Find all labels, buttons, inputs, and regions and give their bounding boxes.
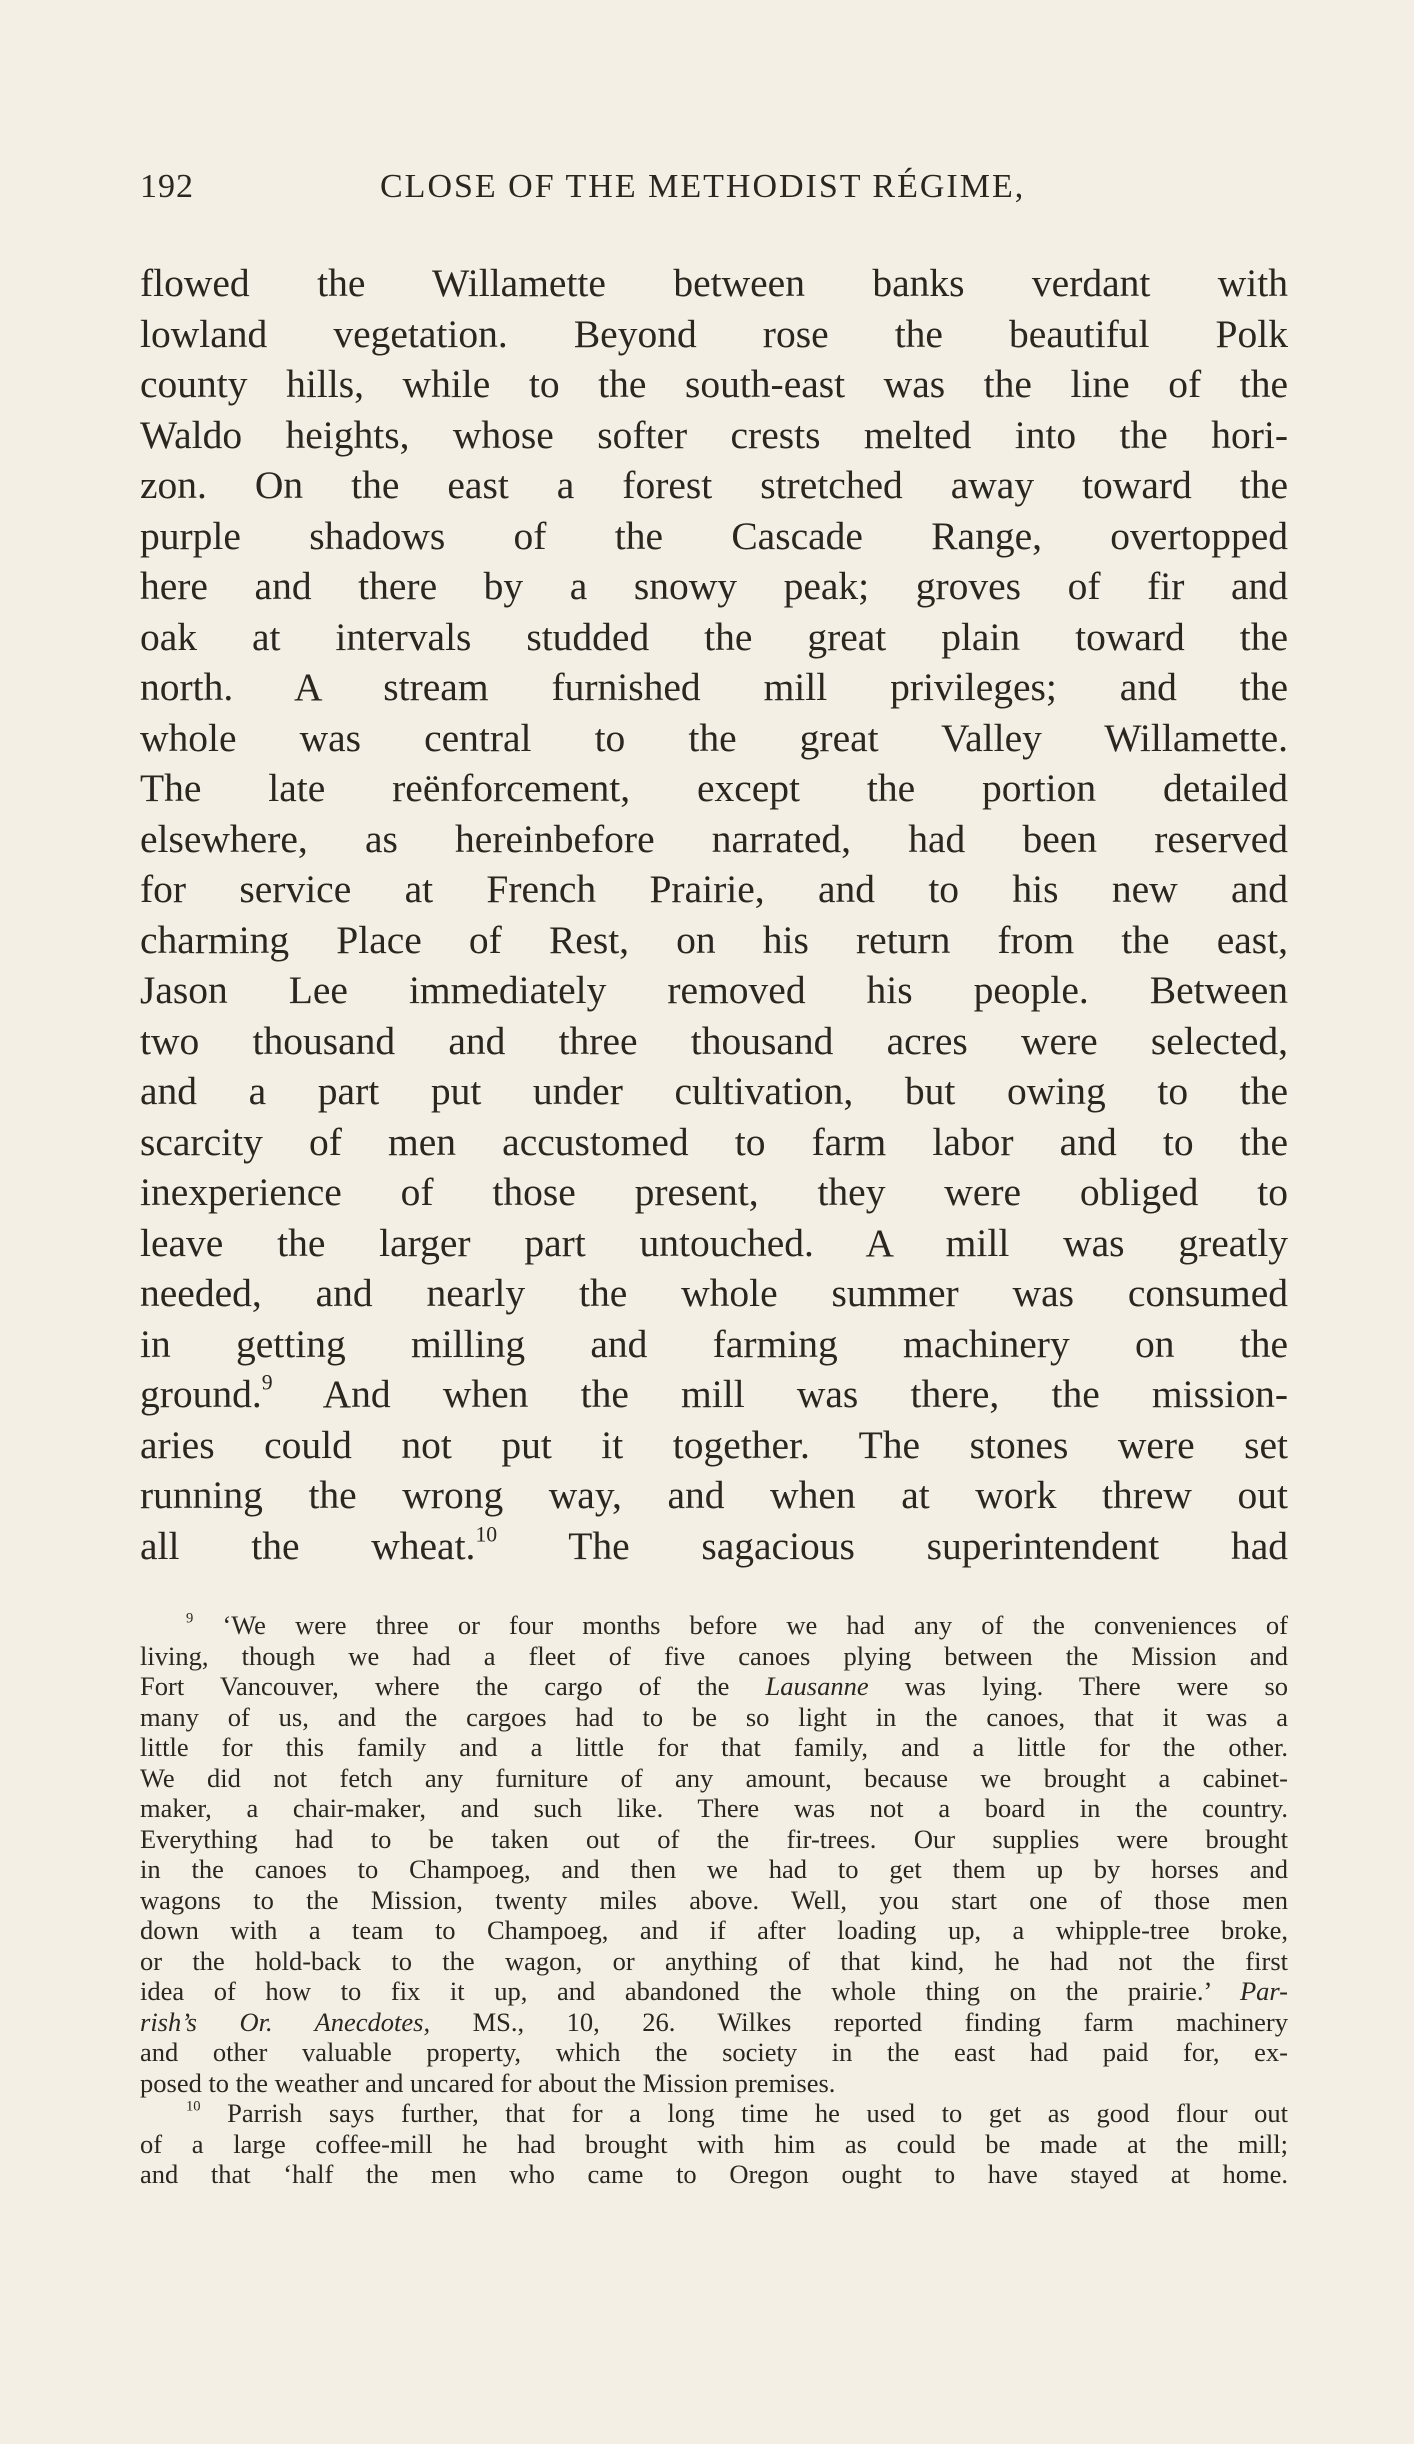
text-line: aries could not put it together. The stones were set — [140, 1422, 1288, 1467]
text-line: whole was central to the great Valley Willamette. — [140, 715, 1288, 760]
text-fragment: ‘We were three or four months before we had any of the conveniences of — [222, 1610, 1288, 1640]
text-line: flowed the Willamette between banks verdant with — [140, 261, 1288, 305]
text-fragment: The sagacious superintendent had — [497, 1523, 1288, 1568]
ship-name: Lausanne — [765, 1671, 869, 1701]
footnotes — [140, 1610, 1288, 2190]
text-line: charming Place of Rest, on his return from the east, — [140, 917, 1288, 962]
text-line: here and there by a snowy peak; groves of fir and — [140, 564, 1288, 608]
text-line — [140, 1521, 1288, 1572]
footnote-9-line: down with a team to Champoeg, and if after loading up, a whipple-tree broke, — [140, 1915, 1288, 1945]
text-line: running the wrong way, and when at work threw out — [140, 1473, 1288, 1517]
page-number: 192 — [140, 168, 194, 205]
text-line: zon. On the east a forest stretched away toward the — [140, 463, 1288, 507]
text-line: Waldo heights, whose softer crests melted into the hori- — [140, 412, 1288, 457]
footnote-9-line: in the canoes to Champoeg, and then we had to get them up by horses and — [140, 1854, 1288, 1884]
text-line: and a part put under cultivation, but owing to the — [140, 1069, 1288, 1113]
footnote-ref-10[interactable]: 10 — [475, 1522, 498, 1547]
text-line: north. A stream furnished mill privileges; and the — [140, 665, 1288, 709]
footnote-9-line: little for this family and a little for that family, and a little for the other. — [140, 1732, 1288, 1762]
footnote-10-line — [140, 2098, 1288, 2129]
footnote-9-line — [140, 1610, 1288, 1641]
text-line: for service at French Prairie, and to his new and — [140, 867, 1288, 911]
text-line: leave the larger part untouched. A mill was greatly — [140, 1220, 1288, 1265]
text-line: The late reënforcement, except the portion detailed — [140, 766, 1288, 810]
text-fragment: was lying. There were so — [904, 1671, 1289, 1701]
text-line: needed, and nearly the whole summer was consumed — [140, 1271, 1288, 1315]
text-line: lowland vegetation. Beyond rose the beautiful Polk — [140, 311, 1288, 356]
footnote-10-line: and that ‘half the men who came to Oregon ought to have stayed at home. — [140, 2159, 1288, 2189]
footnote-9-line — [140, 1976, 1288, 2007]
text-fragment: Parrish says further, that for a long time he used to get as good flour out — [227, 2098, 1288, 2128]
footnote-9-line: and other valuable property, which the society in the east had paid for, ex- — [140, 2037, 1288, 2067]
footnote-9-mark: 9 — [186, 1610, 194, 1627]
footnote-9-line: maker, a chair-maker, and such like. There was not a board in the country. — [140, 1793, 1288, 1823]
text-line: scarcity of men accustomed to farm labor and to the — [140, 1119, 1288, 1164]
text-line: county hills, while to the south-east was the line of the — [140, 362, 1288, 406]
footnote-9-line — [140, 1671, 1288, 1702]
text-line: oak at intervals studded the great plain toward the — [140, 614, 1288, 659]
text-fragment: all the wheat. — [140, 1523, 476, 1568]
footnote-9-line: Everything had to be taken out of the fir-trees. Our supplies were brought — [140, 1823, 1288, 1854]
text-fragment: MS., 10, 26. Wilkes reported finding farm machinery — [472, 2006, 1288, 2037]
footnote-10-line: of a large coffee-mill he had brought with him as could be made at the mill; — [140, 2128, 1288, 2159]
running-title: CLOSE OF THE METHODIST RÉGIME, — [380, 168, 1026, 205]
text-line: in getting milling and farming machinery on the — [140, 1321, 1288, 1366]
citation: rish’s Or. Anecdotes, — [140, 2006, 431, 2037]
text-line: inexperience of those present, they were obliged to — [140, 1170, 1288, 1214]
footnote-9-line: We did not fetch any furniture of any amount, because we brought a cabinet- — [140, 1762, 1288, 1793]
main-text — [140, 258, 1288, 1571]
text-line: Jason Lee immediately removed his people. Between — [140, 968, 1288, 1012]
footnote-9-line: or the hold-back to the wagon, or anything of that kind, he had not the first — [140, 1945, 1288, 1976]
text-fragment: And when the mill was there, the mission- — [272, 1372, 1288, 1416]
footnote-9-line: posed to the weather and uncared for about the Mission premises. — [140, 2067, 836, 2098]
text-line: elsewhere, as hereinbefore narrated, had been reserved — [140, 816, 1288, 861]
footnote-10-mark: 10 — [186, 2098, 201, 2115]
text-line: two thousand and three thousand acres were selected, — [140, 1018, 1288, 1063]
page-header — [140, 168, 1290, 218]
text-fragment: idea of how to fix it up, and abandoned the whole thing on the prairie.’ — [140, 1976, 1211, 2006]
footnote-9-line: many of us, and the cargoes had to be so light in the canoes, that it was a — [140, 1701, 1288, 1732]
footnote-9-line — [140, 2007, 1288, 2038]
citation: Par- — [1239, 1976, 1288, 2006]
text-line: purple shadows of the Cascade Range, overtopped — [140, 513, 1288, 558]
text-fragment: ground. — [140, 1372, 262, 1416]
footnote-9-line: living, though we had a fleet of five canoes plying between the Mission and — [140, 1640, 1288, 1671]
text-fragment: Fort Vancouver, where the cargo of the — [140, 1671, 730, 1701]
text-line — [140, 1369, 1288, 1420]
footnote-ref-9[interactable]: 9 — [261, 1370, 273, 1395]
footnote-9-line: wagons to the Mission, twenty miles above. Well, you start one of those men — [140, 1884, 1288, 1915]
